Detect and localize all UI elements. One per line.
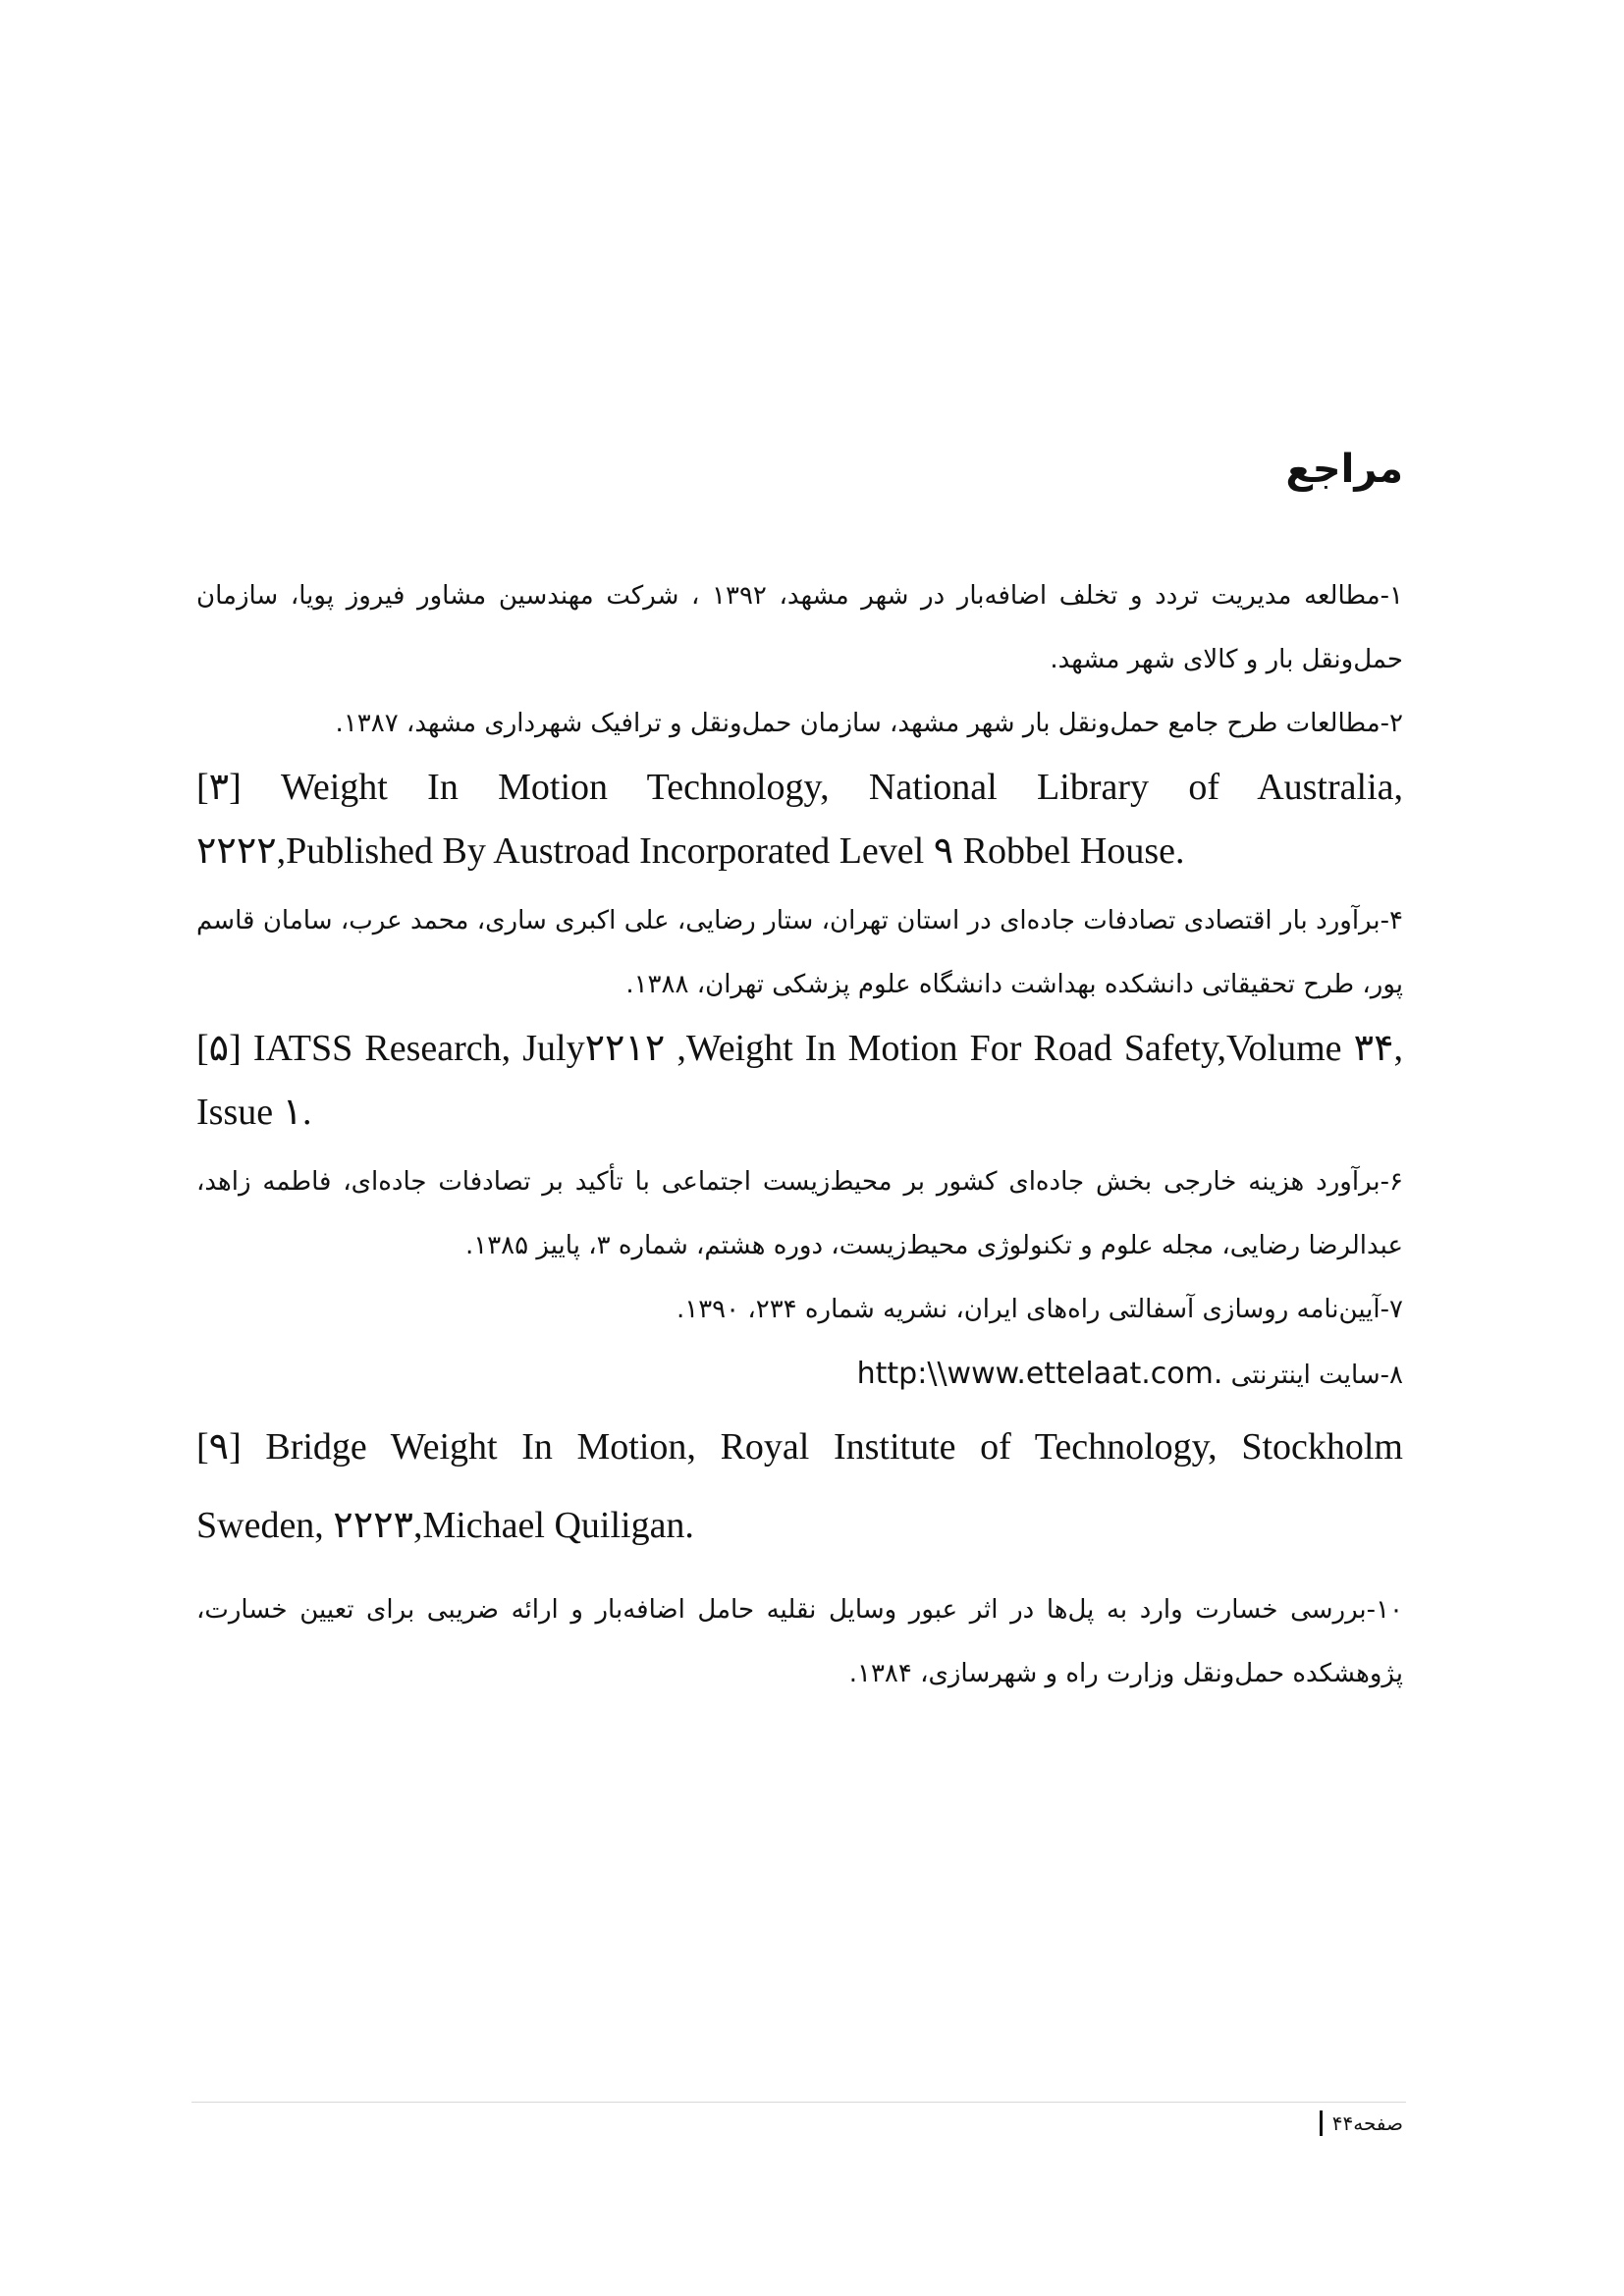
reference-9-line-1: [۹] Bridge Weight In Motion, Royal Institute of Technology, Stockholm xyxy=(196,1426,1403,1468)
reference-3-line-1: [۳] Weight In Motion Technology, National Library of Australia, xyxy=(196,767,1403,808)
reference-3-line-2: ۲۲۲۲,Published By Austroad Incorporated Level ۹ Robbel House. xyxy=(196,830,1185,872)
reference-7: ۷-آیین‌نامه روسازی آسفالتی راه‌های ایران، نشریه شماره ۲۳۴، ۱۳۹۰. xyxy=(676,1295,1403,1324)
page-title: مراجع xyxy=(1285,447,1403,492)
reference-9-line-2: Sweden, ۲۲۲۳,Michael Quiligan. xyxy=(196,1505,694,1546)
reference-8-prefix: ۸-سایت اینترنتی xyxy=(1230,1361,1403,1390)
footer-divider xyxy=(191,2102,1406,2103)
page-footer xyxy=(1320,2110,1403,2136)
reference-2: ۲-مطالعات طرح جامع حمل‌ونقل بار شهر مشهد، سازمان حمل‌ونقل و ترافیک شهرداری مشهد، ۱۳۸۷. xyxy=(335,709,1403,738)
reference-5-line-1: [۵] IATSS Research, July۲۲۱۲ ,Weight In Motion For Road Safety,Volume ۳۴, xyxy=(196,1028,1403,1069)
footer-bar xyxy=(1320,2110,1323,2136)
reference-10: ۱۰-بررسی خسارت وارد به پل‌ها در اثر عبور وسایل نقلیه حامل اضافه‌بار و ارائه ضریبی برای تعیین خسارت، پژوهشکده حمل‌ونقل وزارت راه و شهرسازی، ۱۳۸۴. xyxy=(196,1595,1403,1688)
reference-8-url: http:\\www.ettelaat.com. xyxy=(856,1357,1223,1391)
reference-4: ۴-برآورد بار اقتصادی تصادفات جاده‌ای در استان تهران، ستار رضایی، علی اکبری ساری، محمد عرب، سامان قاسم پور، طرح تحقیقاتی دانشکده بهداشت دانشگاه علوم پزشکی تهران، ۱۳۸۸. xyxy=(196,906,1403,999)
reference-1: ۱-مطالعه مدیریت تردد و تخلف اضافه‌بار در شهر مشهد، ۱۳۹۲ ، شرکت مهندسین مشاور فیروز پویا، سازمان حمل‌ونقل بار و کالای شهر مشهد. xyxy=(196,581,1403,674)
reference-6: ۶-برآورد هزینه خارجی بخش جاده‌ای کشور بر محیط‌زیست اجتماعی با تأکید بر تصادفات جاده‌ای، فاطمه زاهد، عبدالرضا رضایی، مجله علوم و تکنولوژی محیط‌زیست، دوره هشتم، شماره ۳، پاییز ۱۳۸۵. xyxy=(196,1167,1403,1260)
reference-8 xyxy=(196,1342,1403,1408)
reference-3 xyxy=(196,756,1403,883)
reference-5-line-2: Issue ۱. xyxy=(196,1092,312,1133)
references-list xyxy=(196,564,1403,1706)
reference-9 xyxy=(196,1408,1403,1565)
page-number: صفحه۴۴ xyxy=(1331,2111,1403,2135)
reference-5 xyxy=(196,1017,1403,1145)
